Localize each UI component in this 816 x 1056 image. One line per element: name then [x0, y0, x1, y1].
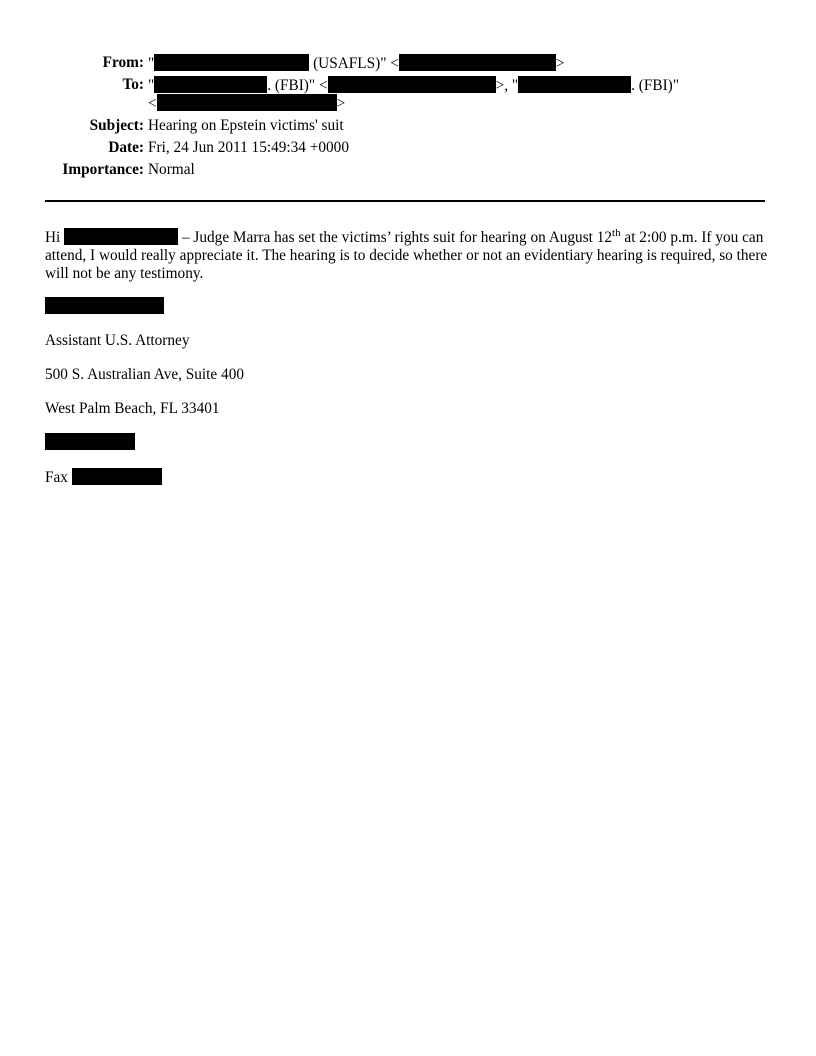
from-open-quote: " — [148, 55, 155, 72]
from-org: (USAFLS)" < — [309, 55, 399, 72]
to-value-line2 — [148, 94, 345, 113]
signature-title: Assistant U.S. Attorney — [45, 332, 190, 349]
from-close: > — [555, 55, 565, 72]
fax-label: Fax — [45, 469, 72, 486]
to-open-quote: " — [148, 77, 155, 94]
signature-name — [45, 297, 164, 316]
date-label: Date: — [108, 139, 144, 156]
importance-label: Importance: — [62, 161, 144, 178]
redaction-recipient2-name — [518, 76, 631, 93]
body-text-part1: – Judge Marra has set the victims’ rights suit for hearing on August 12 — [178, 229, 613, 246]
to-part1: . (FBI)" < — [267, 77, 328, 94]
body-text-part2: at 2:00 p.m. If you can attend, I would really appreciate it. The hearing is to decide whether or not an evidentiary hearing is required, so there will not be any testimony. — [45, 229, 768, 282]
importance-value: Normal — [148, 161, 195, 178]
subject-value: Hearing on Epstein victims' suit — [148, 117, 344, 134]
from-value — [148, 54, 565, 73]
redaction-signer-name — [45, 297, 164, 314]
signature-phone — [45, 433, 135, 452]
to-part3: . (FBI)" — [631, 77, 680, 94]
greeting: Hi — [45, 229, 65, 246]
subject-label: Subject: — [89, 117, 144, 134]
redaction-sender-name — [154, 54, 309, 71]
signature-fax — [45, 468, 162, 487]
redaction-recipient1-name — [154, 76, 267, 93]
redaction-sender-email — [399, 54, 556, 71]
to-value — [148, 76, 679, 95]
to-line2-close: > — [336, 95, 346, 112]
to-line2-open: < — [148, 95, 157, 112]
signature-address-line2: West Palm Beach, FL 33401 — [45, 400, 220, 417]
from-label: From: — [102, 54, 144, 71]
to-label: To: — [122, 76, 144, 93]
redaction-recipient1-email — [328, 76, 496, 93]
redaction-phone — [45, 433, 135, 450]
email-body — [45, 228, 775, 283]
redaction-fax-number — [72, 468, 162, 485]
header-divider — [45, 200, 765, 202]
date-value: Fri, 24 Jun 2011 15:49:34 +0000 — [148, 139, 349, 156]
ordinal-superscript: th — [612, 227, 621, 239]
to-part2: >, " — [495, 77, 519, 94]
signature-address-line1: 500 S. Australian Ave, Suite 400 — [45, 366, 244, 383]
redaction-addressee-name — [64, 228, 178, 245]
redaction-recipient2-email — [157, 94, 337, 111]
